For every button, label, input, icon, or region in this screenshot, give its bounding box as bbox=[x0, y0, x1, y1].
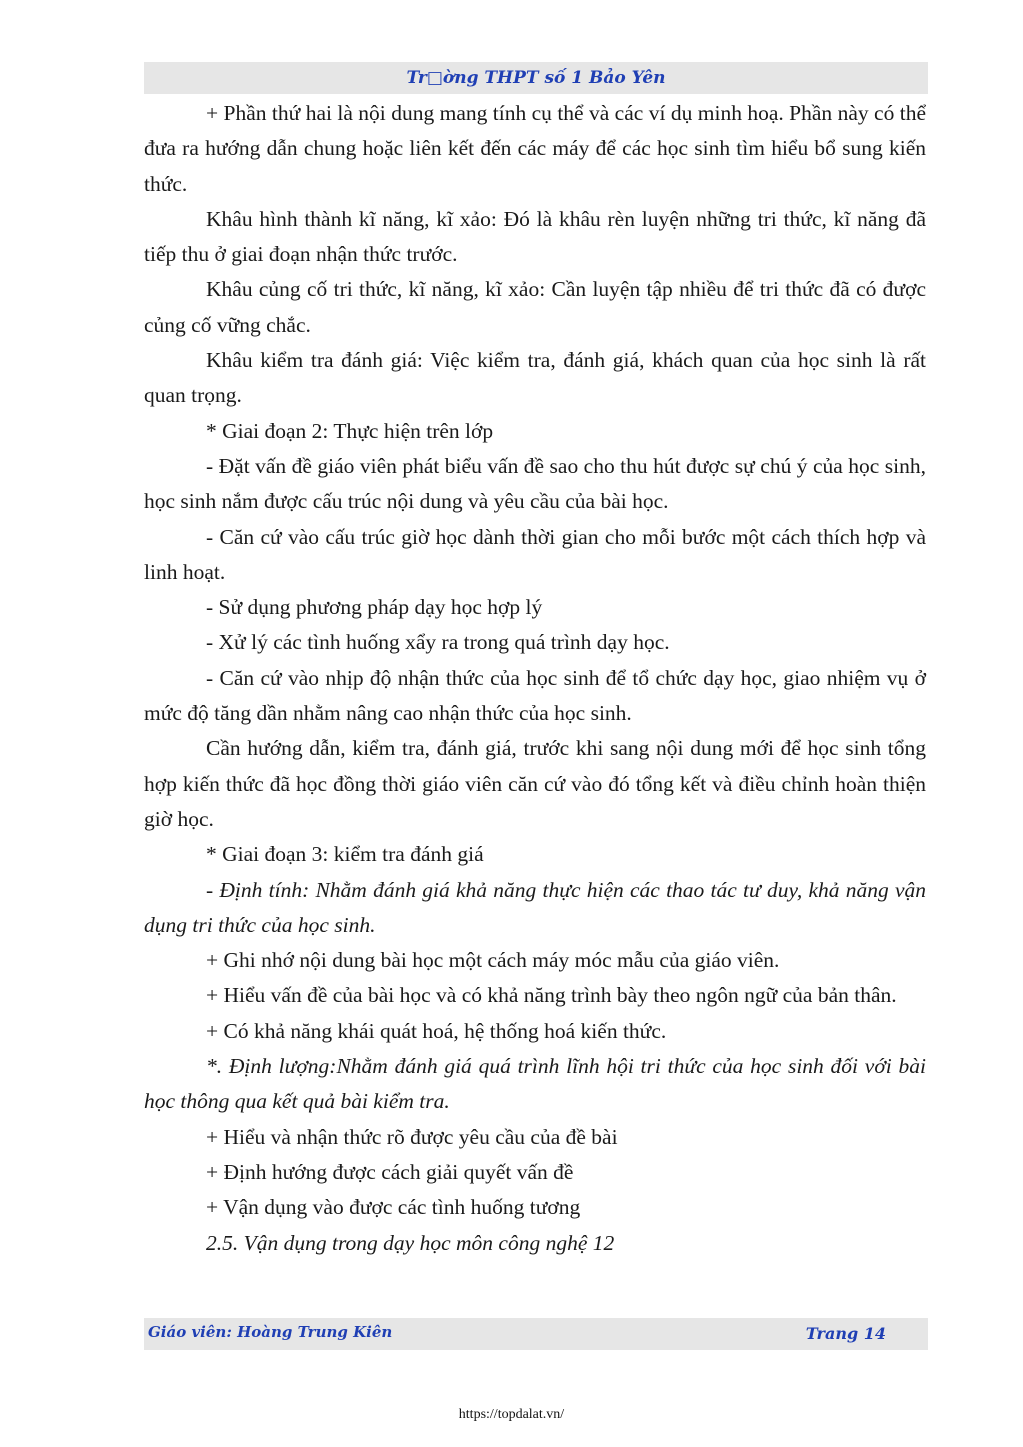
paragraph: Cần hướng dẫn, kiểm tra, đánh giá, trước khi sang nội dung mới để học sinh tổng hợp kiến thức đã học đồng thời giáo viên căn cứ vào đó tổng kết và điều chỉnh hoàn thiện giờ học. bbox=[144, 736, 926, 831]
paragraph-italic: *. Định lượng:Nhằm đánh giá quá trình lĩnh hội tri thức của học sinh đối với bài học thông qua kết quả bài kiểm tra. bbox=[144, 1054, 926, 1114]
paragraph: Khâu kiểm tra đánh giá: Việc kiểm tra, đánh giá, khách quan của học sinh là rất quan trọng. bbox=[144, 348, 926, 408]
paragraph: Khâu củng cố tri thức, kĩ năng, kĩ xảo: Cần luyện tập nhiều để tri thức đã có được củng cố vững chắc. bbox=[144, 277, 926, 337]
paragraph: - Sử dụng phương pháp dạy học hợp lý bbox=[206, 595, 543, 620]
paragraph: Khâu hình thành kĩ năng, kĩ xảo: Đó là khâu rèn luyện những tri thức, kĩ năng đã tiếp thu ở giai đoạn nhận thức trước. bbox=[144, 206, 926, 267]
paragraph: + Phần thứ hai là nội dung mang tính cụ thể và các ví dụ minh hoạ. Phần này có thể đưa ra hướng dẫn chung hoặc liên kết đến các máy để các học sinh tìm hiểu bổ sung kiến thức. bbox=[144, 101, 926, 196]
paragraph: + Có khả năng khái quát hoá, hệ thống hoá kiến thức. bbox=[206, 1018, 667, 1043]
paragraph: - Căn cứ vào cấu trúc giờ học dành thời gian cho mỗi bước một cách thích hợp và linh hoạt. bbox=[144, 524, 926, 584]
header-bar bbox=[144, 62, 928, 94]
paragraph: + Vận dụng vào được các tình huống tương bbox=[206, 1195, 581, 1220]
paragraph: + Hiểu và nhận thức rõ được yêu cầu của đề bài bbox=[206, 1124, 618, 1149]
section-heading: * Giai đoạn 2: Thực hiện trên lớp bbox=[206, 418, 494, 443]
paragraph: + Định hướng được cách giải quyết vấn đề bbox=[206, 1159, 574, 1184]
footer-bar bbox=[144, 1318, 928, 1350]
paragraph: - Căn cứ vào nhịp độ nhận thức của học sinh để tổ chức dạy học, giao nhiệm vụ ở mức độ tăng dần nhằm nâng cao nhận thức của học sinh. bbox=[144, 665, 926, 726]
document-body bbox=[144, 96, 926, 1261]
source-url[interactable]: https://topdalat.vn/ bbox=[458, 1407, 565, 1422]
paragraph: + Hiểu vấn đề của bài học và có khả năng trình bày theo ngôn ngữ của bản thân. bbox=[206, 983, 897, 1008]
teacher-name: Giáo viên: Hoàng Trung Kiên bbox=[148, 1323, 393, 1341]
school-name: Tr□ờng THPT số 1 Bảo Yên bbox=[406, 68, 666, 88]
paragraph: - Đặt vấn đề giáo viên phát biểu vấn đề sao cho thu hút được sự chú ý của học sinh, học sinh nắm được cấu trúc nội dung và yêu cầu của bài học. bbox=[144, 453, 926, 514]
paragraph: - Xử lý các tình huống xẩy ra trong quá trình dạy học. bbox=[206, 630, 670, 655]
page-number: Trang 14 bbox=[805, 1324, 886, 1343]
section-heading: * Giai đoạn 3: kiểm tra đánh giá bbox=[206, 842, 484, 867]
paragraph-italic: - Định tính: Nhằm đánh giá khả năng thực hiện các thao tác tư duy, khả năng vận dụng tri thức của học sinh. bbox=[144, 877, 926, 937]
section-title-italic: 2.5. Vận dụng trong dạy học môn công nghệ 12 bbox=[206, 1230, 615, 1255]
paragraph: + Ghi nhớ nội dung bài học một cách máy móc mẫu của giáo viên. bbox=[206, 948, 780, 973]
